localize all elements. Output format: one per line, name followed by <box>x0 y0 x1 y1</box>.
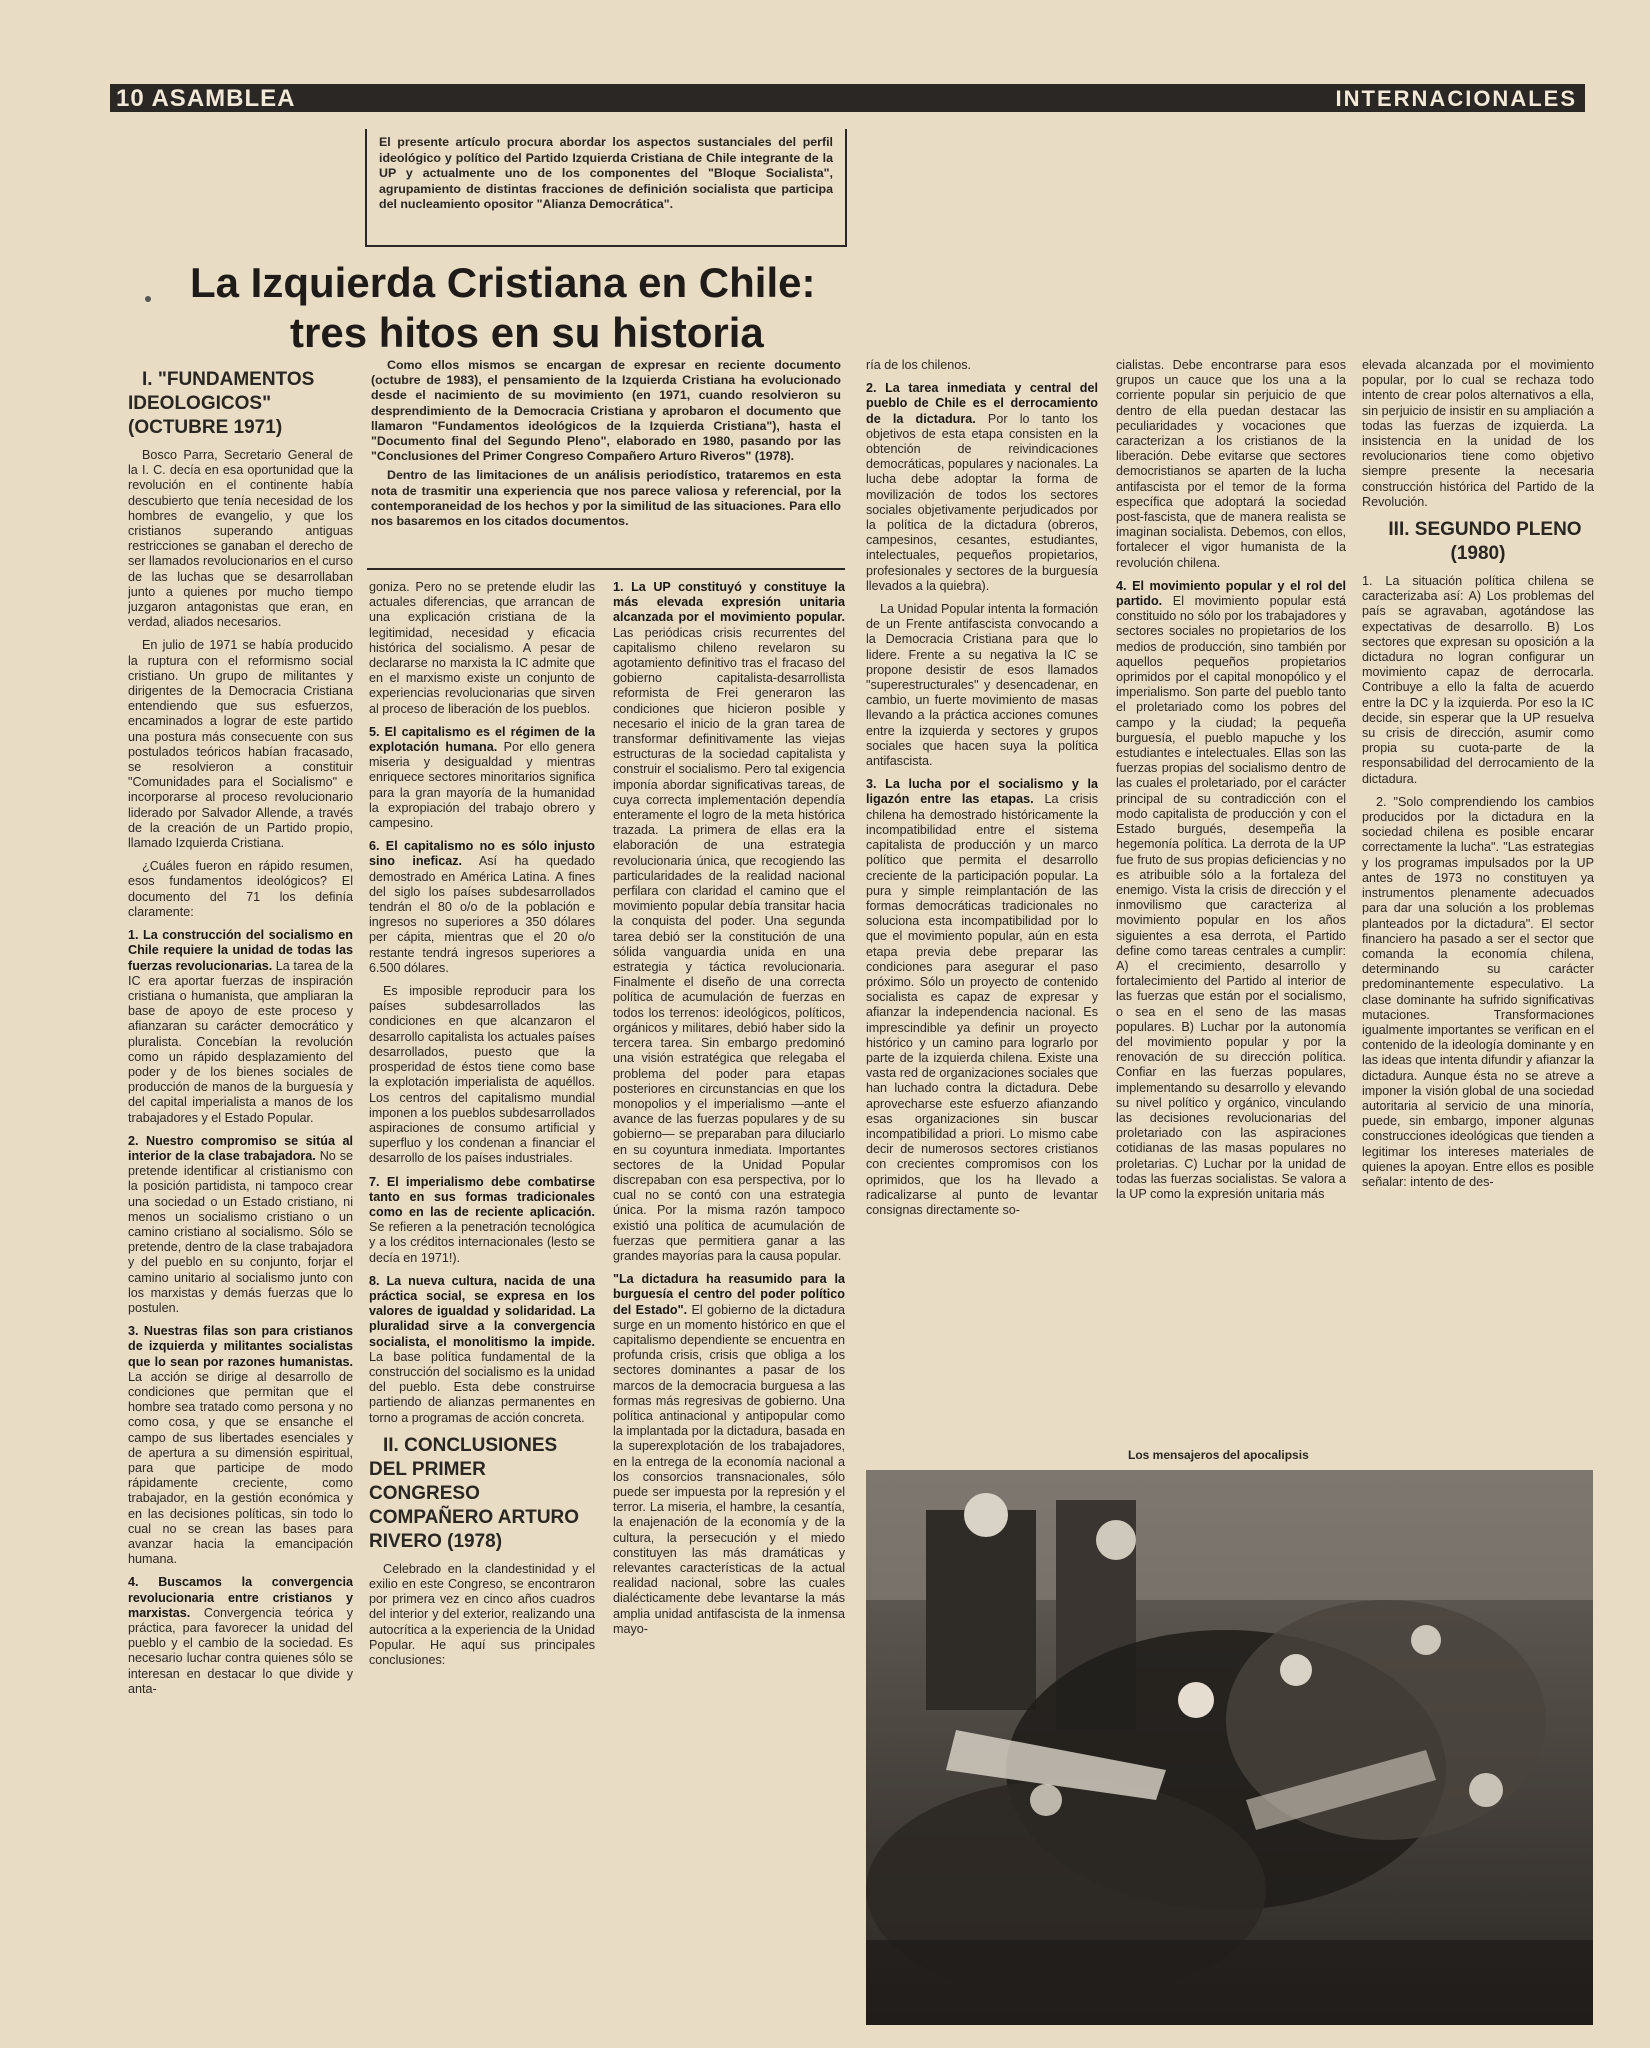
photo-caption: Los mensajeros del apocalipsis <box>1128 1448 1309 1462</box>
paragraph: Celebrado en la clandestinidad y el exilio en este Congreso, se encontraron por primera vez en cinco años cuadros del interior y del exterior, realizando una autocrítica a la experiencia de la Unidad Popular. He aquí sus principales conclusiones: <box>369 1561 595 1667</box>
list-item: 1. La construcción del socialismo en Chile requiere la unidad de todas las fuerzas revolucionarias. La tarea de la IC era aportar fuerzas de inspiración cristiana o humanista, que ampliaran la base de apoyo de este proceso y afianzaran su carácter democrático y pluralista. Concebían la revolución como un rápido desplazamiento del poder y de los bienes sociales de producción de manos de la burguesía y del capital imperialista a manos de los trabajadores y el Estado Popular. <box>128 928 353 1125</box>
header-bar <box>110 84 1585 112</box>
list-item: 4. Buscamos la convergencia revolucionaria entre cristianos y marxistas. Convergencia teórica y práctica, para favorecer la unidad del pueblo y el cambio de la sociedad. Es necesario luchar contra quienes sólo se interesan en destacar lo que divide y anta- <box>128 1575 353 1696</box>
paragraph: Como ellos mismos se encargan de expresar en reciente documento (octubre de 1983), el pensamiento de la Izquierda Cristiana ha evolucionado desde el nacimiento de su movimiento (en 1971, cuando resolvieron su desprendimiento de la Democracia Cristiana y aprobaron el documento que llamaron "Fundamentos ideológicos de la Izquierda Cristiana"), hasta el "Documento final del Segundo Pleno", elaborado en 1980, pasando por las "Conclusiones del Primer Congreso Compañero Arturo Riveros" (1978). <box>371 358 841 464</box>
list-item: 4. El movimiento popular y el rol del partido. El movimiento popular está constituido no sólo por los trabajadores y sectores sociales no propietarios de los medios de producción, sino también por aquellos pequeños propietarios oprimidos por el capital monopólico y el imperialismo. Son parte del pueblo tanto el proletariado como los pobres del campo y la ciudad; la pequeña burguesía, el pueblo mapuche y los estudiantes e intelectuales. Ellas son las fuerzas propias del socialismo dentro de las cuales el proletariado, por el carácter principal de su contradicción con el modo capitalista de producción y con el Estado burgués, desempeña la hegemonía política. La derrota de la UP fue fruto de sus propias deficiencias y no es atribuible sólo a la fortaleza del enemigo. Vista la crisis de dirección y el inmovilismo que caracteriza al movimiento popular en los años siguientes a esa derrota, el Partido define como tareas centrales a cumplir: A) el crecimiento, desarrollo y fortalecimiento del Partido al interior de las fuerzas que están por el socialismo, o sea en el seno de las masas populares. B) Luchar por la autonomía del movimiento popular y por la renovación de su dirección política. Confiar en las fuerzas populares, implementando su desarrollo y elevando su nivel político y orgánico, vinculando las decisiones revolucionarias del proletariado con las aspiraciones cotidianas de las masas populares no proletarias. C) Luchar por la unidad de todas las fuerzas socialistas. Se valora a la UP como la expresión unitaria más <box>1116 578 1346 1201</box>
column-1 <box>128 368 353 2033</box>
list-item: 5. El capitalismo es el régimen de la explotación humana. Por ello genera miseria y desigualdad y mientras enriquece sectores minoritarios significa para la gran mayoría de la humanidad la expropiación del trabajo obrero y campesino. <box>369 724 595 831</box>
paragraph: Bosco Parra, Secretario General de la I. C. decía en esa oportunidad que la revolución en el continente había descubierto que tenía necesidad de los hombres de evangelio, y que los cristianos superando antiguas restricciones se ganaban el derecho de ser llamados revolucionarios en el curso de las luchas que se desarrollaban junto a quienes por mucho tiempo juzgaron antagonistas que eran, en verdad, aliados necesarios. <box>128 448 353 630</box>
list-item: 2. Nuestro compromiso se sitúa al interior de la clase trabajadora. No se pretende identificar al cristianismo con la posición partidista, ni tampoco crear una sociedad o un Estado cristiano, ni menos un socialismo cristiano o un camino cristiano al socialismo. Sólo se pretende, dentro de la clase trabajadora y del pueblo en su conjunto, forjar el camino unitario al socialismo junto con los marxistas y demás fuerzas que lo postulen. <box>128 1133 353 1315</box>
intro-box: El presente artículo procura abordar los aspectos sustanciales del perfil ideológico y político del Partido Izquierda Cristiana de Chile integrante de la UP y actualmente uno de los componentes del "Bloque Socialista", agrupamiento de distintas fracciones de definición socialista que participa del nucleamiento opositor "Alianza Democrática". <box>365 129 847 247</box>
list-item: 2. La tarea inmediata y central del pueblo de Chile es el derrocamiento de la dictadura. Por lo tanto los objetivos de esta etapa consisten en la obtención de reivindicaciones democráticas, populares y nacionales. La lucha debe adoptar la forma de movilización de todos los sectores sociales objetivamente perjudicados por la política de la dictadura (obreros, campesinos, cesantes, estudiantes, intelectuales, pequeños propietarios, profesionales y sectores de la burguesía llevados a la quiebra). <box>866 381 1098 593</box>
list-item: 3. La lucha por el socialismo y la ligazón entre las etapas. La crisis chilena ha demostrado históricamente la incompatibilidad entre el sistema capitalista de producción y un marco político que permita el desarrollo creciente de la participación popular. La pura y simple reimplantación de las formas democráticas tradicionales no soluciona esta incompatibilidad por lo que el movimiento popular, aún en esta etapa previa debe preparar las condiciones para asegurar el paso próximo. Sólo un proyecto de contenido socialista es capaz de expresar y afianzar la independencia nacional. Es imprescindible ya definir un proyecto histórico y un camino para lograrlo por parte de la izquierda chilena. Existe una vasta red de organizaciones sociales que han luchado contra la dictadura. Debe aprovecharse este esfuerzo afianzando esas organizaciones sin buscar incompatibilidad a priori. Lo mismo cabe decir de numerosos sectores cristianos con crecientes compromisos con los oprimidos, que los ha llevado a radicalizarse al punto de levantar consignas directamente so- <box>866 777 1098 1217</box>
list-item: 6. El capitalismo no es sólo injusto sino ineficaz. Así ha quedado demostrado en América Latina. A fines del siglo los países subdesarrollados tendrán el 80 o/o de la población e ingresos no superiores a 350 dólares per cápita, mientras que el 20 o/o restante tendrá ingresos superiores a 6.500 dólares. <box>369 839 595 975</box>
list-item: 2. "Solo comprendiendo los cambios producidos por la dictadura en la sociedad chilena es posible encarar correctamente la lucha". "Las estrategias y los programas impulsados por la UP antes de 1973 no constituyen ya instrumentos plenamente adecuados para dar una solución a los problemas planteados por la dictadura". El sector financiero ha pasado a ser el sector que comanda la economía chilena, determinando su carácter predominantemente especulativo. La clase dominante ha sufrido significativas mutaciones. Transformaciones igualmente importantes se verifican en el contenido de la ideología dominante y en las ideas que intenta difundir y afianzar la dictadura. Aunque ésta no se atreve a imponer la visión global de una sociedad autoritaria al servicio de una minoría, puede, sin embargo, imponer algunas construcciones ideológicas que tienden a legitimar los intereses materiales de quienes la apoyan. Entre ellos es posible señalar: intento de des- <box>1362 794 1594 1189</box>
column-4 <box>866 358 1098 1438</box>
section-label: INTERNACIONALES <box>1335 86 1577 111</box>
section-2-heading: II. CONCLUSIONES DEL PRIMER CONGRESO COMPAÑERO ARTURO RIVERO (1978) <box>369 1434 580 1552</box>
paragraph: elevada alcanzada por el movimiento popular, por lo cual se rechaza todo intento de crear polos alternativos a ella, sin perjuicio de insistir en su ampliación a todas las fuerzas de izquierda. La insistencia en la unidad de los revolucionarios tiene como objetivo siempre presente la necesaria construcción histórica del Partido de la Revolución. <box>1362 358 1594 509</box>
section-1-heading: I. "FUNDAMENTOS IDEOLOGICOS" (OCTUBRE 1971) <box>128 369 315 438</box>
news-photo <box>866 1470 1593 2025</box>
paragraph: ría de los chilenos. <box>866 358 972 372</box>
list-item: "La dictadura ha reasumido para la burguesía el centro del poder político del Estado". El gobierno de la dictadura surge en un momento histórico en que el capitalismo dependiente se encuentra en profunda crisis, crisis que obliga a los sectores dominantes a pasar de los marcos de la democracia burguesa a las formas más regresivas de gobierno. Una política antinacional y antipopular como la implantada por la dictadura, basada en la superexplotación de los trabajadores, en la entrega de la economía nacional a los consorcios transnacionales, sólo puede ser impuesta por la represión y el terror. La miseria, el hambre, la cesantía, la enajenación de la economía y de la cultura, la persecución y el miedo constituyen las más dramáticas y relevantes características de la actual realidad nacional, sobre las cuales dialécticamente debe levantarse la más amplia unidad antifascista de la inmensa mayo- <box>613 1272 845 1636</box>
paragraph: La Unidad Popular intenta la formación de un Frente antifascista convocando a la Democracia Cristiana para que lo lidere. Frente a su negativa la IC se propone desistir de esos llamados "superestructurales" y desencadenar, en cambio, un fuerte movimiento de masas llevando a la práctica acciones comunes entre la izquierda y sectores y grupos sociales que hacen suya la política antifascista. <box>866 602 1098 769</box>
paragraph: Dentro de las limitaciones de un análisis periodístico, trataremos en esta nota de trasmitir una experiencia que nos parece valiosa y referencial, por la contemporaneidad de los hechos y por la similitud de las situaciones. Para ello nos basaremos en los citados documentos. <box>371 468 841 529</box>
paragraph: En julio de 1971 se había producido la ruptura con el reformismo social cristiano. Un grupo de militantes y dirigentes de la Democracia Cristiana entendiendo que sus esfuerzos, encaminados a lograr de este partido una postura más consecuente con sus postulados teóricos habían fracasado, se resolvieron a constituir "Comunidades para el Socialismo" e incorporarse al proceso revolucionario liderado por Salvador Allende, a través de la creación de un Partido propio, llamado Izquierda Cristiana. <box>128 638 353 851</box>
lead-box <box>367 358 845 570</box>
paragraph: Es imposible reproducir para los países subdesarrollados las condiciones en que alcanzaron el desarrollo capitalista los actuales países desarrollados, puesto que la prosperidad de éstos tiene como base la explotación imperialista de aquéllos. Los centros del capitalismo mundial imponen a los pueblos subdesarrollados aspiraciones de consumo artificial y superfluo y los condenan a financiar el desarrollo de los países industriales. <box>369 984 595 1166</box>
section-3-heading: III. SEGUNDO PLENO (1980) <box>1388 519 1582 565</box>
column-6 <box>1362 358 1594 1438</box>
column-3 <box>613 580 845 2030</box>
article-title <box>190 258 1190 358</box>
list-item: 1. La UP constituyó y constituye la más elevada expresión unitaria alcanzada por el movimiento popular. Las periódicas crisis recurrentes del capitalismo chileno revelaron su agotamiento definitivo tras el fracaso del gobierno capitalista-desarrollista reformista de Frei generaron las condiciones que hicieron posible y necesario el inicio de la gran tarea de transformar definitivamente las viejas estructuras de la sociedad capitalista y construir el socialismo. Pero tal exigencia imponía abordar significativas tareas, de cuya correcta implementación dependía enteramente el logro de la meta histórica trazada. La primera de ellas era la elaboración de una estrategia revolucionaria única, que recogiendo las particularidades de la realidad nacional perfilara con claridad el camino que el movimiento popular debía transitar hacia la conquista del poder. Una segunda tarea debió ser la constitución de una sólida vanguardia unida en una estrategia y táctica revolucionaria. Finalmente el diseño de una correcta política de acumulación de fuerzas en todos los terrenos: ideológicos, políticos, orgánicos y militares, debió haber sido la tercera tarea. Sin embargo predominó una visión estratégica que relegaba el problema del poder para etapas posteriores en circunstancias en que los monopolios y el imperialismo —ante el avance de las fuerzas populares y de su gobierno— se preparaban para diluciarlo en su coyuntura inmediata. Importantes sectores de la Unidad Popular discrepaban con esa perspectiva, por lo cual no se contó con una estrategia única. Por la misma razón tampoco existió una política de acumulación de fuerzas que permitiera ganar a las grandes mayorías para la causa popular. <box>613 580 845 1263</box>
title-line-2: tres hitos en su historia <box>290 309 764 356</box>
title-line-1: La Izquierda Cristiana en Chile: <box>190 259 816 306</box>
page-label: 10 ASAMBLEA <box>116 85 296 112</box>
list-item: 1. La situación política chilena se caracterizaba así: A) Los problemas del país se agravaban, agotándose las expectativas de desarrollo. B) Los sectores que expresan su oposición a la dictadura no logran configurar un movimiento capaz de derrocarla. Contribuye a ello la falta de acuerdo entre la DC y la izquierda. Por eso la IC decide, sin esperar que la UP resuelva su crisis de dirección, asumir como propia su cuota-parte de la responsabilidad del derrocamiento de la dictadura. <box>1362 574 1594 786</box>
paragraph: cialistas. Debe encontrarse para esos grupos un cauce que los una a la corriente popular sin perjuicio de que dentro de ella puedan destacar las peculiaridades y vocaciones que caracterizan a los cristianos de la liberación. Debe evitarse que sectores democristianos se aparten de la lucha antifascista por el temor de la forma específica que adoptará la sociedad post-fascista, que de manera realista se imaginan socialista. Debemos, con ellos, fortalecer el vigor humanista de la revolución chilena. <box>1116 358 1346 570</box>
list-item: 7. El imperialismo debe combatirse tanto en sus formas tradicionales como en las de reciente aplicación. Se refieren a la penetración tecnológica y a los créditos internacionales (lesto se decía en 1971!). <box>369 1174 595 1265</box>
column-2 <box>369 580 595 2030</box>
bullet-dot <box>145 296 151 302</box>
column-5 <box>1116 358 1346 1438</box>
list-item: 3. Nuestras filas son para cristianos de izquierda y militantes socialistas que lo sean por razones humanistas. La acción se dirige al desarrollo de condiciones que permitan que el hombre sea tratado como persona y no como cosa, y que se ensanche el campo de sus libertades esenciales y de apertura a su dimensión espiritual, para que participe de modo rápidamente creciente, como trabajador, en la gestión económica y en las decisiones políticas, sin todo lo cual no se crean las bases para avanzar hacia la emancipación humana. <box>128 1324 353 1567</box>
photo-image <box>866 1470 1593 2025</box>
paragraph: ¿Cuáles fueron en rápido resumen, esos fundamentos ideológicos? El documento del 71 los definía claramente: <box>128 859 353 919</box>
list-item: 8. La nueva cultura, nacida de una práctica social, se expresa en los valores de igualdad y solidaridad. La pluralidad sirve a la convergencia socialista, el monolitismo la impide. La base política fundamental de la construcción del socialismo es la unidad del pueblo. Esta debe construirse partiendo de alianzas permanentes en torno a programas de acción concreta. <box>369 1273 595 1425</box>
paragraph: goniza. Pero no se pretende eludir las actuales diferencias, que arrancan de una explicación cristiana de la legitimidad, necesidad y eficacia histórica del socialismo. A pesar de declararse no marxista la IC admite que en el marxismo existe un conjunto de experiencias revolucionarias que sirven al proceso de liberación de los pueblos. <box>369 580 595 716</box>
